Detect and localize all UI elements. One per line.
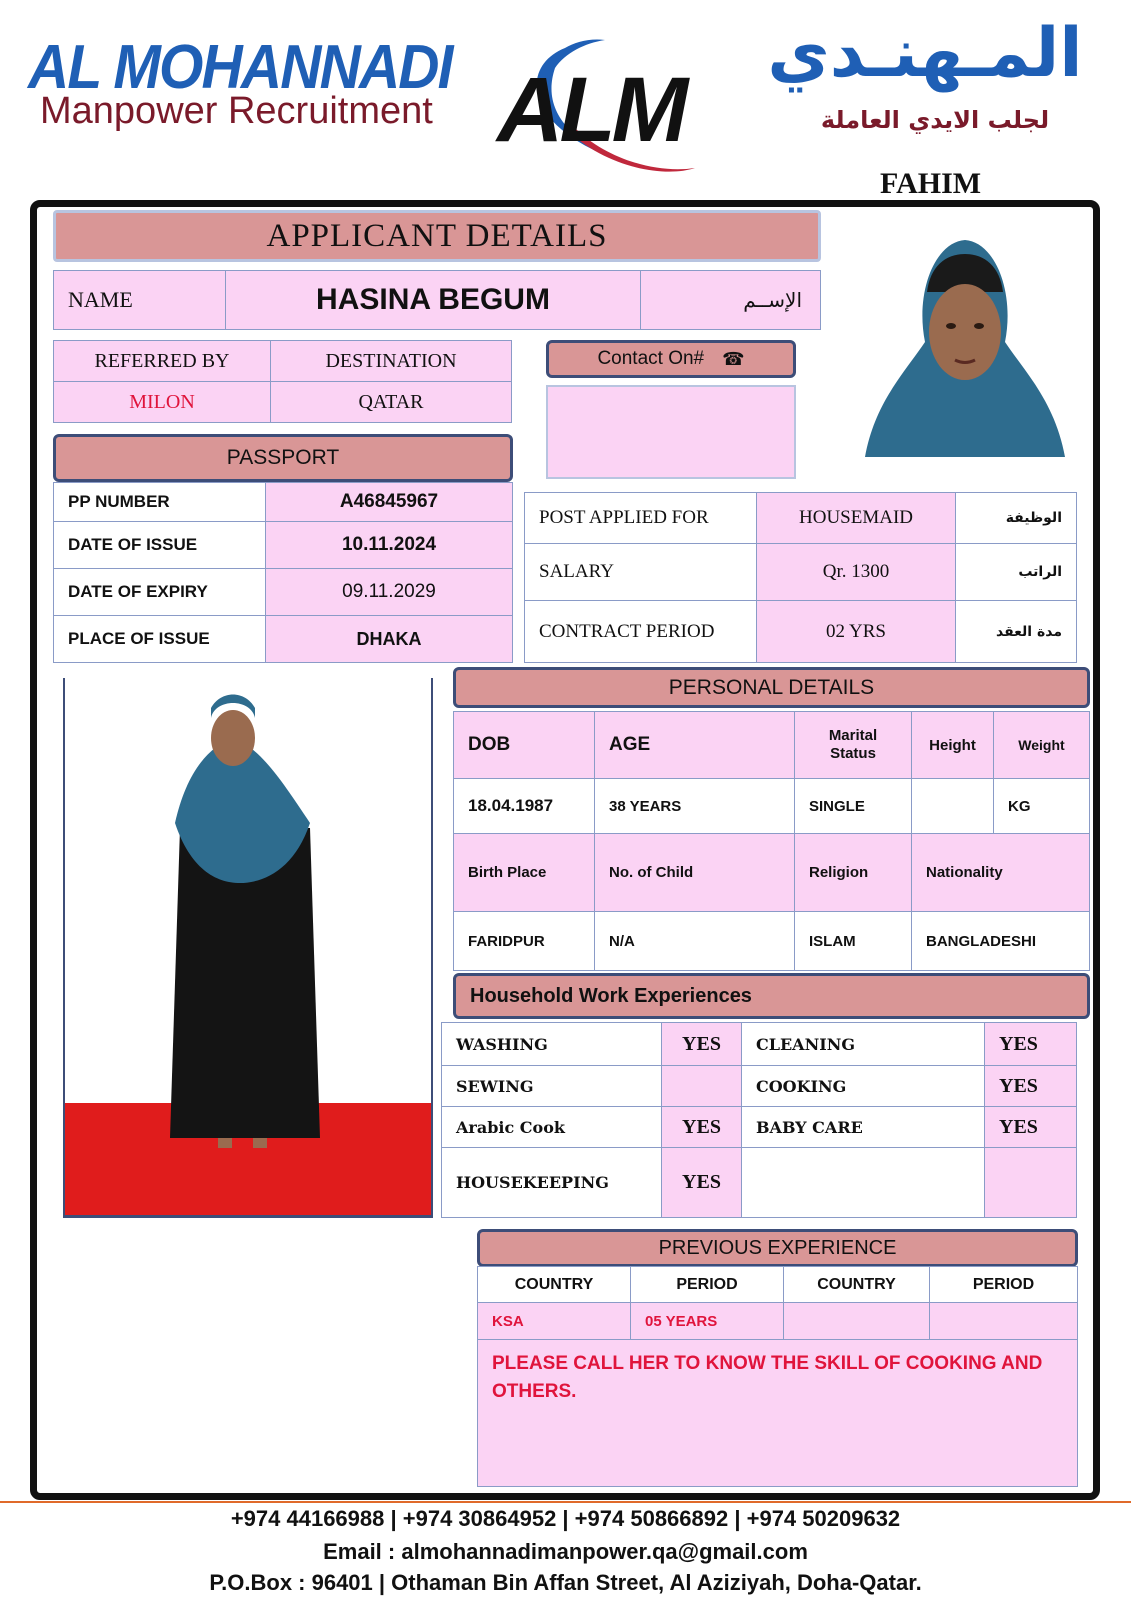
hw-row1-right-val-cell: [984, 1022, 1077, 1066]
contract-label-ar: مدة العقد: [995, 623, 1062, 640]
referred-by-label: REFERRED BY: [94, 349, 230, 372]
personal-details-title: PERSONAL DETAILS: [668, 675, 875, 699]
remarks-text: PLEASE CALL HER TO KNOW THE SKILL OF COOKING AND OTHERS.: [492, 1353, 1043, 1402]
pp-number-value-cell: [265, 482, 513, 522]
hw-row3-right-val-cell: [984, 1106, 1077, 1148]
hw-row3-left-cell: [441, 1106, 662, 1148]
birth-place-header: Birth Place: [468, 864, 547, 881]
pp-number-value: A46845967: [339, 491, 439, 512]
hw-row3-right-cell: [741, 1106, 985, 1148]
height-value-cell: [911, 778, 994, 834]
nationality-value-cell: [911, 911, 1090, 971]
age-header-cell: [594, 711, 795, 779]
destination-value: QATAR: [358, 390, 424, 413]
destination-label: DESTINATION: [325, 349, 457, 372]
hw-arabic-cook-value: YES: [682, 1115, 721, 1138]
hw-baby-care-value: YES: [999, 1115, 1038, 1138]
place-of-issue-value-cell: [265, 615, 513, 663]
salary-label-ar: الراتب: [1018, 564, 1062, 580]
religion-value: ISLAM: [809, 932, 856, 950]
place-of-issue-label-cell: [53, 615, 266, 663]
salary-value: Qr. 1300: [822, 561, 890, 582]
children-value-cell: [594, 911, 795, 971]
prev-value-cell-3: [783, 1302, 930, 1340]
hw-arabic-cook-label: Arabic Cook: [456, 1117, 565, 1137]
brand-line1: AL MOHANNADI: [28, 33, 452, 102]
prev-value-cell-4: [929, 1302, 1078, 1340]
personal-details-bar: [453, 667, 1090, 708]
household-bar: [453, 973, 1090, 1019]
post-value: HOUSEMAID: [799, 507, 913, 528]
hw-row2-left-cell: [441, 1065, 662, 1107]
salary-label: SALARY: [539, 561, 614, 582]
name-label-ar-cell: [640, 270, 821, 330]
footer-email: Email : almohannadimanpower.qa@gmail.com: [323, 1539, 808, 1564]
post-value-cell: [756, 492, 956, 544]
prev-header-cell-2: [630, 1266, 784, 1303]
dob-value-cell: [453, 778, 595, 834]
prev-country-header-1: COUNTRY: [514, 1275, 594, 1293]
prev-header-cell-1: [477, 1266, 631, 1303]
applicant-details-bar: [53, 210, 821, 262]
hw-cooking-label: COOKING: [756, 1076, 847, 1096]
hw-row4-right-cell: [741, 1147, 985, 1218]
children-value: N/A: [609, 932, 635, 950]
passport-title: PASSPORT: [226, 446, 340, 469]
hw-row2-right-cell: [741, 1065, 985, 1107]
prev-country-value-1: KSA: [492, 1312, 524, 1330]
footer-phones: +974 44166988 | +974 30864952 | +974 50866892 | +974 50209632: [230, 1506, 901, 1531]
marital-header: Marital Status: [828, 727, 878, 762]
agent-name: FAHIM: [880, 167, 982, 200]
phone-icon: ☎: [722, 348, 745, 369]
passport-bar: [53, 434, 513, 482]
household-title: Household Work Experiences: [470, 984, 752, 1007]
remarks-box: [477, 1339, 1078, 1487]
previous-experience-title: PREVIOUS EXPERIENCE: [658, 1236, 897, 1259]
religion-header: Religion: [809, 864, 869, 881]
date-of-issue-value: 10.11.2024: [341, 534, 437, 555]
arabic-subtitle: لجلب الايدي العاملة: [820, 106, 1050, 134]
place-of-issue-label: PLACE OF ISSUE: [68, 629, 210, 648]
pp-number-label-cell: [53, 482, 266, 522]
age-header: AGE: [609, 734, 651, 755]
name-value-cell: [225, 270, 641, 330]
portrait-photo: [845, 232, 1085, 457]
contract-value-cell: [756, 600, 956, 663]
marital-value: SINGLE: [809, 797, 865, 815]
hw-cleaning-value: YES: [999, 1032, 1038, 1055]
date-of-issue-value-cell: [265, 521, 513, 569]
height-header: Height: [929, 736, 976, 754]
weight-header: Weight: [1018, 737, 1065, 753]
alm-logo-text: ALM: [497, 59, 685, 161]
contact-label: Contact On#: [597, 348, 705, 369]
referred-by-label-cell: [53, 340, 271, 382]
post-label-ar: الوظيفة: [1005, 510, 1062, 526]
footer-divider: [0, 1501, 1131, 1503]
hw-row2-left-val-cell: [661, 1065, 742, 1107]
name-label-ar: الإســم: [743, 288, 802, 312]
date-of-expiry-label: DATE OF EXPIRY: [68, 582, 208, 601]
prev-period-header-1: PERIOD: [676, 1275, 738, 1293]
prev-header-cell-4: [929, 1266, 1078, 1303]
weight-header-cell: [993, 711, 1090, 779]
age-value-cell: [594, 778, 795, 834]
hw-row3-left-val-cell: [661, 1106, 742, 1148]
height-header-cell: [911, 711, 994, 779]
alm-logo: [495, 18, 725, 178]
religion-header-cell: [794, 833, 912, 912]
previous-experience-bar: [477, 1229, 1078, 1267]
post-label-ar-cell: [955, 492, 1077, 544]
hw-sewing-label: SEWING: [456, 1076, 534, 1096]
prev-value-cell-1: [477, 1302, 631, 1340]
hw-housekeeping-label: HOUSEKEEPING: [456, 1173, 609, 1192]
prev-value-cell-2: [630, 1302, 784, 1340]
children-header-cell: [594, 833, 795, 912]
brand-line2: Manpower Recruitment: [40, 90, 433, 132]
place-of-issue-value: DHAKA: [356, 628, 422, 649]
hw-cleaning-label: CLEANING: [756, 1034, 855, 1054]
hw-row1-left-val-cell: [661, 1022, 742, 1066]
religion-value-cell: [794, 911, 912, 971]
birth-place-header-cell: [453, 833, 595, 912]
hw-washing-value: YES: [682, 1032, 721, 1055]
contact-value-box: [546, 385, 796, 479]
pp-number-label: PP NUMBER: [68, 492, 170, 511]
hw-row1-left-cell: [441, 1022, 662, 1066]
post-label: POST APPLIED FOR: [539, 507, 709, 528]
arabic-title: المـهنـدي: [767, 14, 1083, 93]
hw-housekeeping-value: YES: [682, 1171, 721, 1193]
weight-value-cell: [993, 778, 1090, 834]
hw-washing-label: WASHING: [456, 1034, 548, 1054]
referred-by-value: MILON: [129, 390, 195, 413]
dob-value: 18.04.1987: [468, 796, 554, 815]
date-of-expiry-label-cell: [53, 568, 266, 616]
nationality-header-cell: [911, 833, 1090, 912]
contract-label-ar-cell: [955, 600, 1077, 663]
contact-bar: [546, 340, 796, 378]
marital-value-cell: [794, 778, 912, 834]
hw-row4-left-val-cell: [661, 1147, 742, 1218]
contract-label-cell: [524, 600, 757, 663]
date-of-expiry-value-cell: [265, 568, 513, 616]
footer-address: P.O.Box : 96401 | Othaman Bin Affan Street, Al Aziziyah, Doha-Qatar.: [209, 1570, 922, 1595]
salary-label-ar-cell: [955, 543, 1077, 601]
contract-label: CONTRACT PERIOD: [539, 620, 715, 642]
name-label-cell: [53, 270, 226, 330]
dob-header: DOB: [468, 734, 511, 755]
nationality-value: BANGLADESHI: [926, 932, 1037, 950]
name-label: NAME: [68, 287, 133, 312]
weight-value: KG: [1008, 797, 1031, 815]
prev-period-header-2: PERIOD: [972, 1275, 1035, 1293]
age-value: 38 YEARS: [609, 797, 682, 815]
hw-baby-care-label: BABY CARE: [756, 1117, 863, 1137]
hw-row4-left-cell: [441, 1147, 662, 1218]
destination-label-cell: [270, 340, 512, 382]
dob-header-cell: [453, 711, 595, 779]
nationality-header: Nationality: [926, 864, 1003, 881]
date-of-expiry-value: 09.11.2029: [342, 581, 436, 602]
prev-country-header-2: COUNTRY: [817, 1275, 896, 1293]
applicant-name: HASINA BEGUM: [316, 283, 550, 316]
hw-row2-right-val-cell: [984, 1065, 1077, 1107]
salary-label-cell: [524, 543, 757, 601]
post-label-cell: [524, 492, 757, 544]
contract-value: 02 YRS: [825, 620, 886, 642]
referred-by-value-cell: [53, 381, 271, 423]
date-of-issue-label: DATE OF ISSUE: [68, 535, 198, 554]
prev-header-cell-3: [783, 1266, 930, 1303]
birth-place-value: FARIDPUR: [468, 932, 545, 950]
applicant-details-title: APPLICANT DETAILS: [266, 217, 608, 254]
hw-row4-right-val-cell: [984, 1147, 1077, 1218]
full-body-photo: [63, 678, 433, 1218]
hw-row1-right-cell: [741, 1022, 985, 1066]
date-of-issue-label-cell: [53, 521, 266, 569]
salary-value-cell: [756, 543, 956, 601]
prev-period-value-1: 05 YEARS: [645, 1312, 718, 1330]
marital-header-cell: [794, 711, 912, 779]
destination-value-cell: [270, 381, 512, 423]
hw-cooking-value: YES: [999, 1074, 1038, 1097]
birth-place-value-cell: [453, 911, 595, 971]
children-header: No. of Child: [609, 864, 694, 881]
